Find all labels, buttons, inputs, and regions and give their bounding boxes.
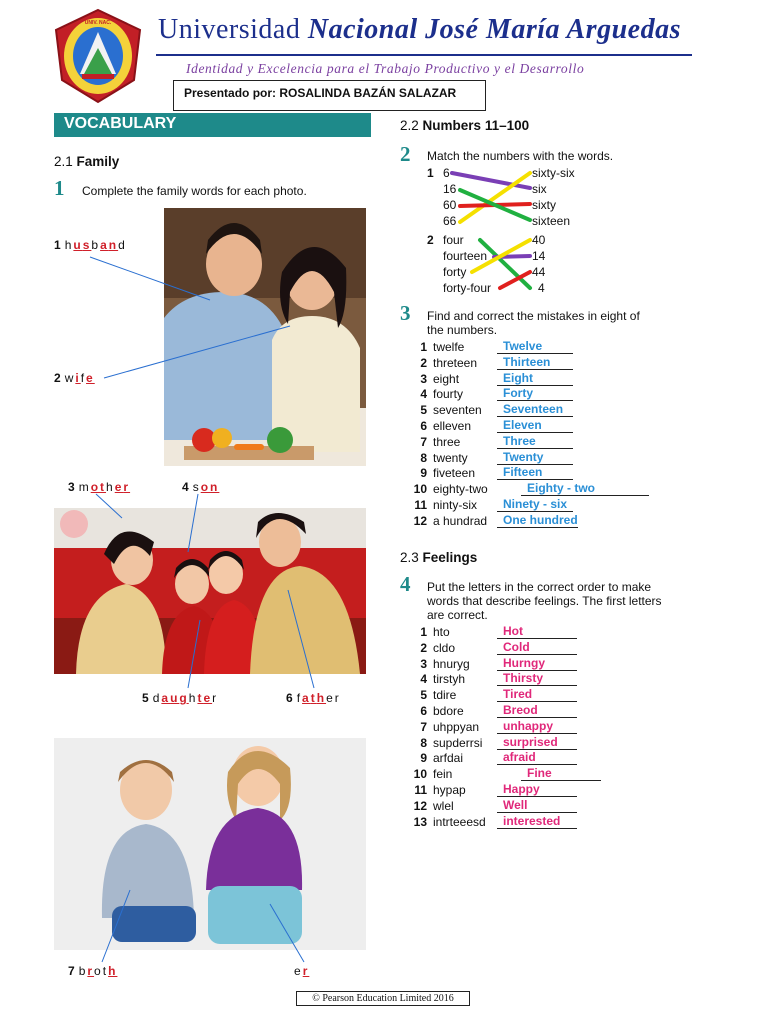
filled-letter: n (108, 238, 119, 252)
filled-letter: a (161, 691, 171, 705)
item-prompt: tirstyh (433, 672, 466, 687)
match-group-1-number: 1 (427, 166, 434, 180)
filled-letter: s (82, 238, 92, 252)
exercise-4-number: 4 (400, 572, 411, 596)
feelings-section-title: 2.3 Feelings (400, 550, 478, 565)
item-prompt: twenty (433, 450, 468, 465)
filled-letter: t (100, 480, 107, 494)
item-number: 7 (420, 719, 427, 734)
answer-field: afraid (497, 751, 577, 765)
match-right-item: sixty (532, 198, 556, 212)
answer-field: interested (497, 815, 577, 829)
answer-field: Cold (497, 641, 577, 655)
answer-field: Tired (497, 688, 577, 702)
item-number: 2 (420, 640, 427, 655)
list-item (411, 435, 573, 451)
item-prompt: elleven (433, 419, 472, 433)
item-number: 7 (420, 434, 427, 449)
item-number: 1 (420, 340, 427, 354)
filled-letter: r (87, 964, 95, 978)
item-number: 3 (420, 656, 427, 671)
answer-field: One hundred (497, 514, 578, 528)
given-letter: o (94, 964, 103, 978)
answer-field: unhappy (497, 720, 577, 734)
list-item (411, 767, 601, 783)
item-number: 11 (414, 498, 427, 512)
match-right-item: sixty-six (532, 166, 575, 180)
presenter-box: Presentado por: ROSALINDA BAZÁN SALAZAR (173, 80, 486, 111)
match-right-item: 4 (538, 281, 545, 295)
family-section-title: 2.1 Family (54, 154, 120, 169)
answer-field: Forty (497, 387, 573, 401)
list-item (411, 356, 573, 372)
list-item (411, 688, 577, 704)
list-item (411, 783, 577, 799)
given-letter: d (118, 238, 127, 252)
given-letter: b (78, 964, 88, 978)
filled-letter: r (123, 480, 131, 494)
answer-field: Hot (497, 625, 577, 639)
filled-letter: a (100, 238, 109, 252)
answer-field: Fifteen (497, 466, 573, 480)
list-item (411, 815, 577, 831)
given-letter: e (294, 964, 303, 978)
item-number: 13 (413, 814, 427, 829)
item-prompt: a hundrad (433, 513, 488, 528)
item-prompt: hypap (433, 783, 466, 797)
filled-letter: g (179, 691, 189, 705)
filled-letter: a (302, 691, 311, 705)
item-prompt: seventen (433, 403, 482, 418)
item-prompt: uhppyan (433, 719, 480, 734)
match-right-item: 14 (532, 249, 546, 263)
item-prompt: hnuryg (433, 656, 470, 671)
family-word-wife: 2 wife (54, 371, 95, 385)
given-letter: r (212, 691, 219, 705)
item-prompt: eight (433, 371, 460, 386)
match-right-item: 44 (532, 265, 546, 279)
match-left-item: 6 (443, 166, 450, 180)
match-left-item: four (443, 233, 464, 247)
answer-field: Seventeen (497, 403, 573, 417)
given-letter: b (91, 238, 101, 252)
item-prompt: eighty-two (433, 482, 488, 497)
item-number: 12 (413, 513, 427, 528)
given-letter: m (78, 480, 91, 494)
list-item (411, 514, 578, 530)
item-number: 12 (413, 798, 427, 813)
svg-text:UNIV. NAC.: UNIV. NAC. (84, 20, 112, 26)
answer-field: Thirsty (497, 672, 577, 686)
match-left-item: fourteen (443, 249, 488, 263)
university-title: Universidad Nacional José María Arguedas (158, 14, 681, 45)
filled-letter: e (114, 480, 124, 494)
list-item (411, 720, 577, 736)
family-word-daughter: 5 daughter (142, 691, 219, 705)
item-number: 3 (420, 371, 427, 386)
answer-field: Fine (521, 767, 601, 781)
answer-field: Eleven (497, 419, 573, 433)
vocabulary-heading: VOCABULARY (54, 113, 371, 137)
item-prompt: hto (433, 625, 450, 639)
item-prompt: ninty-six (433, 498, 478, 512)
list-item (411, 625, 577, 641)
exercise-1-instruction: Complete the family words for each photo. (82, 184, 307, 198)
filled-letter: o (90, 480, 101, 494)
item-number: 9 (420, 466, 427, 481)
answer-field: Well (497, 799, 577, 813)
filled-letter: o (200, 480, 211, 494)
answer-field: Eight (497, 372, 573, 386)
item-number: 5 (420, 688, 427, 703)
given-letter: w (64, 371, 76, 385)
exercise-4-instruction: Put the letters in the correct order to make words that describe feelings. The first letters are correct. (427, 580, 662, 622)
university-motto: Identidad y Excelencia para el Trabajo Productivo y el Desarrollo (186, 61, 585, 76)
list-item (411, 387, 573, 403)
list-item (411, 751, 577, 767)
family-word-father: 6 father (286, 691, 341, 705)
list-item (411, 466, 573, 482)
list-item (411, 340, 573, 356)
list-item (411, 372, 573, 388)
list-item (411, 736, 577, 752)
match-right-item: 40 (532, 233, 546, 247)
item-number: 10 (413, 482, 427, 497)
family-word-husband: 1 husband (54, 238, 127, 252)
answer-field: Thirteen (497, 356, 573, 370)
item-number: 8 (420, 735, 427, 750)
given-letter: er (326, 691, 341, 705)
filled-letter: u (170, 691, 180, 705)
item-number: 6 (420, 419, 427, 433)
exercise-2-number: 2 (400, 142, 411, 166)
filled-letter: e (86, 371, 95, 385)
exercise-2-instruction: Match the numbers with the words. (427, 149, 614, 163)
item-prompt: tdire (433, 688, 457, 703)
answer-field: Eighty - two (521, 482, 649, 496)
list-item (411, 672, 577, 688)
filled-letter: n (210, 480, 220, 494)
item-prompt: three (433, 434, 461, 449)
given-letter: f (296, 691, 303, 705)
filled-letter: h (316, 691, 327, 705)
item-number: 4 (420, 672, 427, 687)
given-letter: h (188, 691, 198, 705)
item-prompt: arfdai (433, 751, 464, 766)
filled-letter: t (310, 691, 317, 705)
numbers-section-title: 2.2 Numbers 11–100 (400, 118, 530, 133)
given-letter: h (106, 480, 115, 494)
answer-field: surprised (497, 736, 577, 750)
item-number: 10 (413, 767, 427, 782)
match-left-item: 66 (443, 214, 457, 228)
match-right-item: six (532, 182, 547, 196)
answer-field: Breod (497, 704, 577, 718)
list-item (411, 657, 577, 673)
exercise-3-number: 3 (400, 301, 411, 325)
item-number: 4 (420, 387, 427, 402)
item-number: 6 (420, 704, 427, 718)
list-item (411, 403, 573, 419)
family-word-mother: 3 mother (68, 480, 131, 494)
given-letter: t (102, 964, 109, 978)
item-prompt: fourty (433, 387, 464, 402)
given-letter: d (152, 691, 162, 705)
match-left-item: 60 (443, 198, 457, 212)
list-item (411, 799, 577, 815)
list-item (411, 419, 573, 435)
answer-field: Happy (497, 783, 577, 797)
given-letter: s (192, 480, 201, 494)
list-item (411, 704, 577, 720)
item-number: 8 (420, 450, 427, 465)
list-item (411, 482, 649, 498)
answer-field: Three (497, 435, 573, 449)
exercise-3-instruction: Find and correct the mistakes in eight of the numbers. (427, 309, 640, 337)
exercise-1-number: 1 (54, 176, 65, 200)
match-right-item: sixteen (532, 214, 571, 228)
item-number: 5 (420, 403, 427, 418)
item-number: 11 (414, 783, 427, 797)
item-prompt: fiveteen (433, 466, 476, 481)
item-prompt: threteen (433, 355, 478, 370)
match-left-item: forty-four (443, 281, 492, 295)
item-prompt: bdore (433, 704, 464, 718)
answer-field: Hurngy (497, 657, 577, 671)
item-prompt: twelfe (433, 340, 465, 354)
list-item (411, 498, 573, 514)
answer-field: Twenty (497, 451, 573, 465)
match-left-item: forty (443, 265, 467, 279)
item-prompt: intrteeesd (433, 814, 486, 829)
match-group-2-number: 2 (427, 233, 434, 247)
item-prompt: supderrsi (433, 735, 483, 750)
filled-letter: h (108, 964, 118, 978)
match-left-item: 16 (443, 182, 457, 196)
family-word-brother: 7 broth (68, 964, 118, 978)
answer-field: Ninety - six (497, 498, 573, 512)
given-letter: f (80, 371, 87, 385)
copyright-footer: © Pearson Education Limited 2016 (296, 991, 470, 1006)
item-prompt: wlel (433, 798, 454, 813)
item-number: 2 (420, 355, 427, 370)
answer-field: Twelve (497, 340, 573, 354)
filled-letter: r (302, 964, 310, 978)
filled-letter: u (73, 238, 83, 252)
list-item (411, 641, 577, 657)
given-letter: h (64, 238, 74, 252)
family-word-son: 4 son (182, 480, 220, 494)
item-number: 1 (420, 625, 427, 639)
item-prompt: cldo (433, 640, 456, 655)
item-number: 9 (420, 751, 427, 766)
filled-letter: t (197, 691, 204, 705)
item-prompt: fein (433, 767, 453, 782)
filled-letter: i (75, 371, 81, 385)
list-item (411, 451, 573, 467)
filled-letter: e (203, 691, 213, 705)
